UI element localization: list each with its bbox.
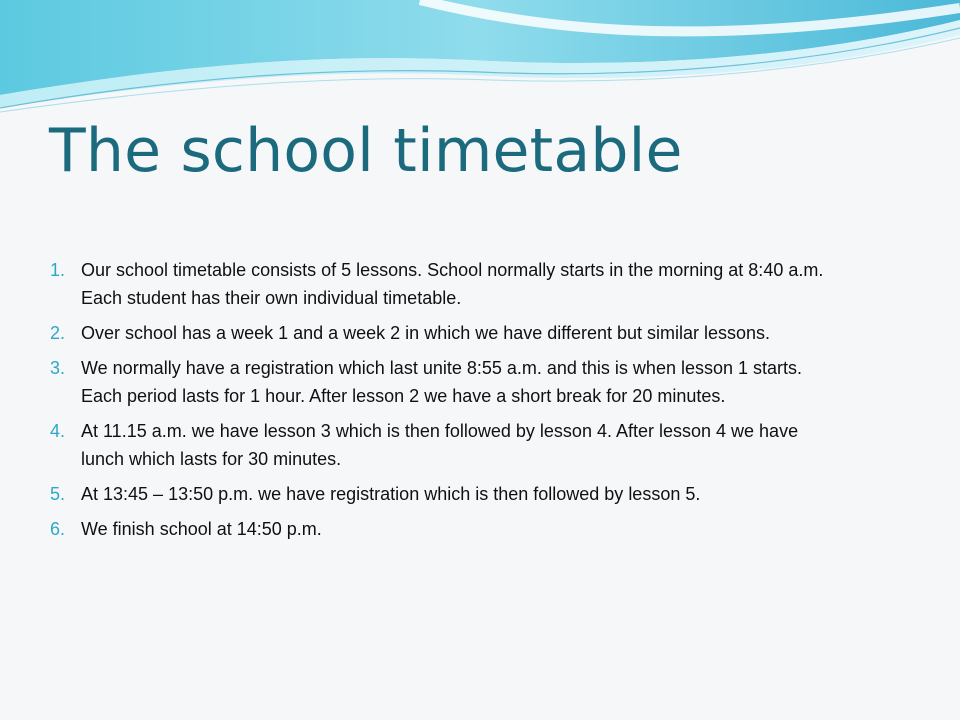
list-number: 2. <box>50 323 66 343</box>
list-number: 4. <box>50 421 66 441</box>
list-number: 1. <box>50 260 66 280</box>
list-text: We finish school at 14:50 p.m. <box>81 519 322 539</box>
list-text: At 11.15 a.m. we have lesson 3 which is then followed by lesson 4. After lesson 4 we have lunch which lasts for 30 minutes. <box>81 421 799 469</box>
list-number: 6. <box>50 519 66 539</box>
list-item <box>50 319 840 347</box>
header-wave-decoration <box>0 0 960 120</box>
timetable-list <box>50 256 840 550</box>
list-text: We normally have a registration which last unite 8:55 a.m. and this is when lesson 1 starts. Each period lasts for 1 hour. After lesson 2 we have a short break for 20 minutes. <box>81 358 803 406</box>
list-text: Over school has a week 1 and a week 2 in which we have different but similar lessons. <box>81 323 771 343</box>
list-item <box>50 480 840 508</box>
slide-title: The school timetable <box>49 116 683 186</box>
list-text: Our school timetable consists of 5 lessons. School normally starts in the morning at 8:40 a.m. Each student has their own individual timetable. <box>81 260 824 308</box>
list-item <box>50 354 840 410</box>
list-item <box>50 417 840 473</box>
list-text: At 13:45 – 13:50 p.m. we have registration which is then followed by lesson 5. <box>81 484 701 504</box>
list-item <box>50 515 840 543</box>
list-number: 5. <box>50 484 66 504</box>
list-number: 3. <box>50 358 66 378</box>
list-item <box>50 256 840 312</box>
